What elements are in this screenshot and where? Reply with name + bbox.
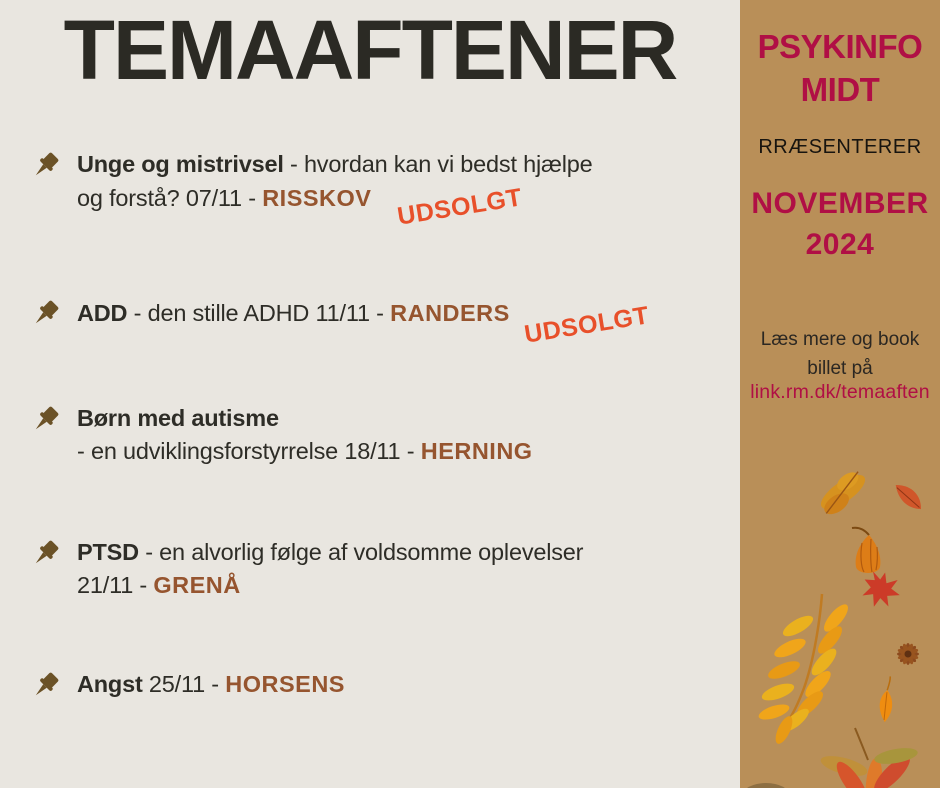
- creeper-leaf: [819, 728, 919, 788]
- maple-leaf: [858, 568, 904, 613]
- event-item-angst: [28, 668, 345, 703]
- event-item-ptsd: [28, 536, 583, 603]
- star-anise: [897, 643, 920, 666]
- event-title: PTSD: [77, 539, 139, 565]
- event-description-line2: 21/11 -: [77, 572, 154, 599]
- event-item-add: [28, 296, 651, 349]
- event-text: [77, 668, 345, 701]
- page-title: TEMAAFTENER: [63, 3, 677, 97]
- leaf-fragment: [890, 483, 926, 510]
- brand-name: [740, 26, 940, 112]
- dark-edge-shape: [742, 783, 790, 788]
- pushpin-icon: [28, 149, 62, 183]
- small-orange-leaf: [877, 676, 896, 723]
- brand-line1: PSYKINFO: [757, 28, 923, 65]
- event-location: HORSENS: [225, 671, 345, 697]
- event-title: ADD: [77, 300, 128, 326]
- booking-link[interactable]: link.rm.dk/temaaften: [750, 381, 930, 403]
- info-line2: billet på: [807, 357, 873, 379]
- month-line1: NOVEMBER: [751, 187, 929, 220]
- month-label: [740, 184, 940, 265]
- event-description-line2: - en udviklingsforstyrrelse 18/11 -: [77, 438, 421, 465]
- rowan-leaf: [757, 594, 852, 746]
- soldout-badge: UDSOLGT: [395, 183, 525, 232]
- event-description: - hvordan kan vi bedst hjælpe: [283, 151, 593, 177]
- event-location: HERNING: [420, 438, 533, 465]
- event-location: RANDERS: [390, 300, 510, 326]
- event-description: - den stille ADHD 11/11 -: [127, 300, 391, 326]
- event-title: Unge og mistrivsel: [77, 151, 284, 177]
- pushpin-icon: [28, 537, 62, 571]
- soldout-badge: UDSOLGT: [522, 301, 651, 349]
- event-text: [77, 148, 593, 232]
- event-item-unge-og-mistrivsel: [28, 148, 593, 232]
- oak-leaf: [814, 466, 872, 518]
- event-text: [77, 536, 583, 603]
- pushpin-icon: [28, 297, 62, 331]
- presents-label: RRÆSENTERER: [758, 136, 922, 158]
- autumn-leaves-decor: [740, 430, 940, 788]
- month-line2: 2024: [805, 227, 875, 261]
- event-description-line2: og forstå? 07/11 -: [77, 185, 263, 212]
- event-location: GRENÅ: [153, 572, 241, 599]
- event-title: Børn med autisme: [77, 405, 279, 431]
- event-description: 25/11 -: [142, 671, 226, 697]
- event-location: RISSKOV: [262, 185, 372, 212]
- event-title: Angst: [77, 671, 143, 697]
- pushpin-icon: [28, 669, 62, 703]
- physalis-pod: [852, 528, 880, 573]
- sidebar: [740, 0, 940, 788]
- booking-info-text: [740, 326, 940, 383]
- event-item-born-med-autisme: [28, 402, 533, 469]
- event-text: [77, 402, 533, 469]
- event-description: - en alvorlig følge af voldsomme oplevelser: [138, 539, 584, 565]
- info-line1: Læs mere og book: [760, 329, 920, 350]
- event-text: [77, 296, 651, 349]
- pushpin-icon: [28, 403, 62, 437]
- brand-line2: MIDT: [800, 70, 880, 108]
